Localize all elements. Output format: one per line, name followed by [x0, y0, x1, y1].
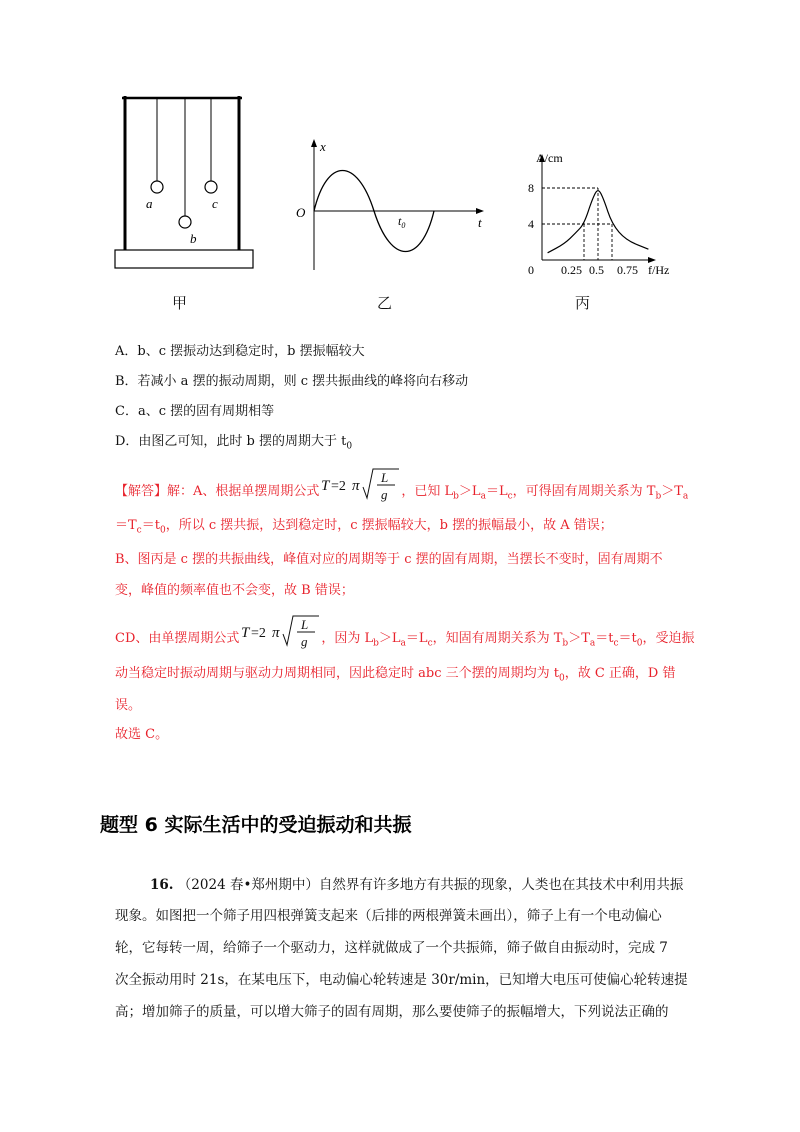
x-tick-label: 0: [528, 263, 534, 277]
option-d: D．由图乙可知，此时 b 摆的周期大于 $t_0$: [115, 434, 353, 452]
svg-text:=2: =2: [251, 626, 267, 641]
svg-text:T: T: [241, 625, 250, 641]
x-tick-label: 0.5: [589, 263, 604, 277]
svg-text:L: L: [381, 470, 389, 485]
figure-yi: [290, 135, 490, 275]
label-a: a: [146, 196, 153, 211]
answer-line-5: CD、由单摆周期公式 T =2 π L g ，因为 $L_b>L_a=L_c$，知固有周期关系为 $T_b>T_a=t_c=t_0$，受迫振: [115, 612, 695, 665]
option-c: C．a、c 摆的固有周期相等: [115, 404, 275, 419]
svg-text:π: π: [272, 625, 280, 641]
svg-text:=2: =2: [331, 479, 347, 494]
answer-line-4: 变，峰值的频率值也不会变，故 B 错误；: [115, 583, 354, 598]
label-c: c: [212, 196, 218, 211]
answer-line-7: 误。: [115, 698, 142, 713]
figure-jia: [108, 88, 268, 278]
t-axis-arrow: [476, 208, 484, 214]
answer-line-3: B、图丙是 c 摆的共振曲线，峰值对应的周期等于 c 摆的固有周期，当摆长不变时，固有周期不: [115, 552, 663, 567]
chart-x-label: f/Hz: [648, 263, 670, 277]
question-line-1: 16. （2024 春•郑州期中）自然界有许多地方有共振的现象，人类也在其技术中利用共振: [150, 877, 684, 893]
answer-line-2: $=T_c=t_0$，所以 c 摆共振，达到稳定时，c 摆振幅较大，b 摆的振幅最小，故 A 错误；: [115, 518, 613, 536]
svg-text:T: T: [321, 478, 330, 494]
caption-bing: 丙: [575, 294, 591, 312]
x-tick-label: 0.75: [617, 263, 638, 277]
caption-yi: 乙: [377, 294, 393, 312]
label-t: t: [478, 215, 482, 230]
y-tick-label: 8: [528, 181, 534, 195]
answer-line-1: 【解答】解：A、根据单摆周期公式 T =2 π L g ，已知 $L_b>L_a=L_c$，可得固有周期关系为 $T_b>T_a$: [115, 465, 688, 518]
stand-base: [115, 250, 253, 268]
svg-text:π: π: [352, 478, 360, 494]
question-line-3: 轮，它每转一周，给筛子一个驱动力，这样就做成了一个共振筛，筛子做自由振动时，完成 7: [115, 940, 668, 956]
formula-pendulum-2: [239, 612, 321, 665]
section-title: 题型 6 实际生活中的受迫振动和共振: [100, 814, 412, 836]
question-line-2: 现象。如图把一个筛子用四根弹簧支起来（后排的两根弹簧未画出），筛子上有一个电动偏心: [115, 908, 662, 924]
svg-text:g: g: [301, 634, 308, 649]
svg-text:g: g: [381, 487, 388, 502]
question-line-4: 次全振动用时 21s，在某电压下，电动偏心轮转速是 30r/min，已知增大电压可使偏心轮转速提: [115, 972, 688, 988]
label-t0: $t_0$: [398, 214, 406, 230]
label-x: x: [320, 139, 326, 154]
svg-text:L: L: [301, 617, 309, 632]
x-tick-label: 0.25: [561, 263, 582, 277]
pendulum-c: [205, 181, 217, 193]
question-number: 16.: [150, 877, 174, 893]
caption-jia: 甲: [172, 294, 188, 312]
label-b: b: [190, 231, 197, 246]
option-b: B．若减小 a 摆的振动周期，则 c 摆共振曲线的峰将向右移动: [115, 374, 469, 389]
formula-pendulum-1: [319, 465, 401, 518]
pendulum-a: [151, 181, 163, 193]
answer-line-8: 故选 C。: [115, 727, 169, 742]
question-line-5: 高；增加筛子的质量，可以增大筛子的固有周期，那么要使筛子的振幅增大，下列说法正确的: [115, 1004, 669, 1020]
option-a: A．b、c 摆振动达到稳定时，b 摆振幅较大: [115, 344, 365, 359]
answer-line-6: 动当稳定时振动周期与驱动力周期相同，因此稳定时 abc 三个摆的周期均为 $t_0$，故 C 正确，D 错: [115, 666, 676, 684]
figure-bing: [510, 148, 690, 278]
x-axis-arrow: [311, 139, 317, 147]
chart-y-label: A/cm: [536, 151, 563, 165]
pendulum-b: [179, 216, 191, 228]
label-origin: O: [296, 205, 306, 220]
y-tick-label: 4: [528, 217, 534, 231]
